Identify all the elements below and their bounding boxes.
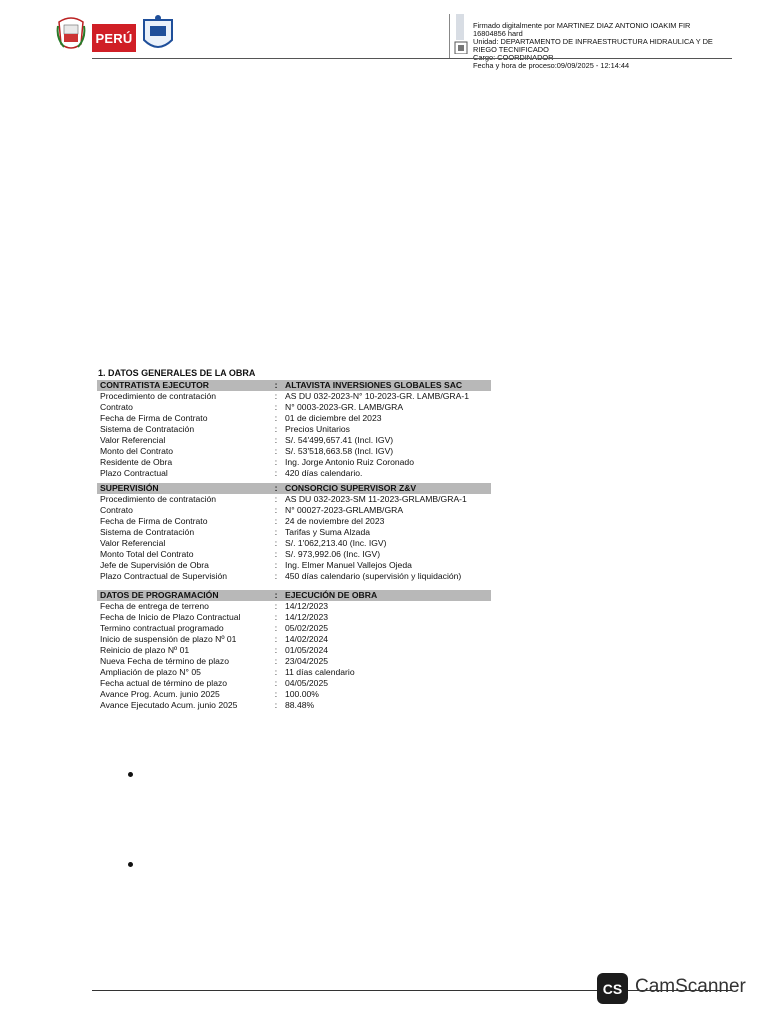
row-label: Nueva Fecha de término de plazo bbox=[100, 656, 229, 666]
table-row bbox=[97, 612, 491, 623]
table-row bbox=[97, 457, 491, 468]
separator: : bbox=[274, 527, 278, 537]
table-row bbox=[97, 667, 491, 678]
row-value: Tarifas y Suma Alzada bbox=[285, 527, 371, 537]
separator: : bbox=[274, 457, 278, 467]
separator: : bbox=[274, 468, 278, 478]
row-value: N° 0003-2023-GR. LAMB/GRA bbox=[285, 402, 404, 412]
separator: : bbox=[274, 634, 278, 644]
digital-signature-block bbox=[473, 22, 763, 71]
separator: : bbox=[274, 571, 278, 581]
row-label: Plazo Contractual bbox=[100, 468, 168, 478]
separator: : bbox=[270, 483, 282, 494]
header-value: ALTAVISTA INVERSIONES GLOBALES SAC bbox=[282, 380, 491, 391]
table-row bbox=[97, 656, 491, 667]
table-row bbox=[97, 634, 491, 645]
row-value: 24 de noviembre del 2023 bbox=[285, 516, 385, 526]
separator: : bbox=[274, 689, 278, 699]
row-label: Residente de Obra bbox=[100, 457, 173, 467]
row-value: S/. 54'499,657.41 (Incl. IGV) bbox=[285, 435, 394, 445]
row-value: AS DU 032-2023-N° 10-2023-GR. LAMB/GRA-1 bbox=[285, 391, 469, 401]
separator: : bbox=[274, 446, 278, 456]
table-row bbox=[97, 678, 491, 689]
row-label: Procedimiento de contratación bbox=[100, 494, 217, 504]
signature-line: 16804856 hard bbox=[473, 30, 523, 39]
bullet-point bbox=[128, 862, 133, 867]
separator: : bbox=[274, 413, 278, 423]
row-label: Sistema de Contratación bbox=[100, 424, 195, 434]
separator: : bbox=[274, 560, 278, 570]
separator: : bbox=[274, 601, 278, 611]
table-header-row bbox=[97, 483, 491, 494]
table-row bbox=[97, 413, 491, 424]
row-value: 14/12/2023 bbox=[285, 601, 329, 611]
table-row bbox=[97, 527, 491, 538]
table-row bbox=[97, 435, 491, 446]
peru-coat-of-arms-icon bbox=[56, 14, 86, 54]
row-value: 23/04/2025 bbox=[285, 656, 329, 666]
separator: : bbox=[274, 656, 278, 666]
row-value: Ing. Jorge Antonio Ruiz Coronado bbox=[285, 457, 414, 467]
signature-line: Unidad: DEPARTAMENTO DE INFRAESTRUCTURA HIDRAULICA Y DE bbox=[473, 38, 713, 47]
header-label: SUPERVISIÓN bbox=[97, 483, 270, 494]
row-label: Fecha de Inicio de Plazo Contractual bbox=[100, 612, 241, 622]
regional-government-logo-icon bbox=[140, 14, 176, 54]
separator: : bbox=[274, 700, 278, 710]
row-value: 88.48% bbox=[285, 700, 315, 710]
table-row bbox=[97, 538, 491, 549]
document-header bbox=[0, 0, 768, 71]
bullet-point bbox=[128, 772, 133, 777]
separator: : bbox=[270, 590, 282, 601]
row-label: Fecha actual de término de plazo bbox=[100, 678, 228, 688]
signature-line: Firmado digitalmente por MARTINEZ DIAZ ANTONIO IOAKIM FIR bbox=[473, 22, 691, 30]
header-label: CONTRATISTA EJECUTOR bbox=[97, 380, 270, 391]
table-row bbox=[97, 494, 491, 505]
row-label: Plazo Contractual de Supervisión bbox=[100, 571, 228, 581]
table-row bbox=[97, 549, 491, 560]
peru-logo: PERÚ bbox=[92, 24, 136, 52]
header-value: EJECUCIÓN DE OBRA bbox=[282, 590, 491, 601]
separator: : bbox=[274, 402, 278, 412]
row-label: Fecha de Firma de Contrato bbox=[100, 516, 208, 526]
table-row bbox=[97, 391, 491, 402]
row-value: 11 días calendario bbox=[285, 667, 355, 677]
table-row bbox=[97, 424, 491, 435]
table-row bbox=[97, 689, 491, 700]
row-label: Contrato bbox=[100, 505, 133, 515]
section-title: 1. DATOS GENERALES DE LA OBRA bbox=[98, 368, 256, 378]
row-label: Avance Ejecutado Acum. junio 2025 bbox=[100, 700, 238, 710]
header-divider bbox=[92, 58, 732, 59]
separator: : bbox=[274, 678, 278, 688]
table-header-row bbox=[97, 590, 491, 601]
separator: : bbox=[274, 494, 278, 504]
separator: : bbox=[274, 516, 278, 526]
contratista-table bbox=[97, 380, 491, 479]
signature-divider bbox=[449, 14, 450, 58]
row-value: 420 días calendario. bbox=[285, 468, 363, 478]
row-value: S/. 1'062,213.40 (Inc. IGV) bbox=[285, 538, 387, 548]
row-label: Valor Referencial bbox=[100, 435, 166, 445]
separator: : bbox=[274, 435, 278, 445]
separator: : bbox=[274, 505, 278, 515]
row-label: Termino contractual programado bbox=[100, 623, 224, 633]
row-label: Fecha de Firma de Contrato bbox=[100, 413, 208, 423]
row-value: S/. 53'518,663.58 (Incl. IGV) bbox=[285, 446, 394, 456]
row-label: Inicio de suspensión de plazo Nº 01 bbox=[100, 634, 237, 644]
table-row bbox=[97, 571, 491, 582]
separator: : bbox=[270, 380, 282, 391]
separator: : bbox=[274, 549, 278, 559]
header-label: DATOS DE PROGRAMACIÓN bbox=[97, 590, 270, 601]
camscanner-logo-icon: CS bbox=[597, 973, 628, 1004]
row-label: Sistema de Contratación bbox=[100, 527, 195, 537]
row-label: Contrato bbox=[100, 402, 133, 412]
row-value: 14/02/2024 bbox=[285, 634, 329, 644]
table-row bbox=[97, 700, 491, 711]
digital-signature-seal-icon bbox=[454, 14, 468, 54]
programacion-table bbox=[97, 590, 491, 711]
row-label: Jefe de Supervisión de Obra bbox=[100, 560, 209, 570]
row-label: Monto del Contrato bbox=[100, 446, 174, 456]
table-row bbox=[97, 516, 491, 527]
row-label: Valor Referencial bbox=[100, 538, 166, 548]
header-value: CONSORCIO SUPERVISOR Z&V bbox=[282, 483, 491, 494]
row-value: 05/02/2025 bbox=[285, 623, 329, 633]
supervision-table bbox=[97, 483, 491, 582]
table-row bbox=[97, 505, 491, 516]
row-value: 01/05/2024 bbox=[285, 645, 329, 655]
table-row bbox=[97, 601, 491, 612]
row-value: N° 00027-2023-GRLAMB/GRA bbox=[285, 505, 404, 515]
table-row bbox=[97, 402, 491, 413]
row-value: S/. 973,992.06 (Inc. IGV) bbox=[285, 549, 381, 559]
separator: : bbox=[274, 424, 278, 434]
row-value: AS DU 032-2023-SM 11-2023-GRLAMB/GRA-1 bbox=[285, 494, 467, 504]
separator: : bbox=[274, 612, 278, 622]
row-label: Procedimiento de contratación bbox=[100, 391, 217, 401]
separator: : bbox=[274, 667, 278, 677]
signature-line: Fecha y hora de proceso:09/09/2025 - 12:14:44 bbox=[473, 62, 630, 71]
table-row bbox=[97, 560, 491, 571]
row-value: 01 de diciembre del 2023 bbox=[285, 413, 382, 423]
row-label: Avance Prog. Acum. junio 2025 bbox=[100, 689, 220, 699]
table-header-row bbox=[97, 380, 491, 391]
separator: : bbox=[274, 645, 278, 655]
row-value: 450 días calendario (supervisión y liquidación) bbox=[285, 571, 462, 581]
separator: : bbox=[274, 538, 278, 548]
table-row bbox=[97, 645, 491, 656]
table-row bbox=[97, 446, 491, 457]
row-value: 04/05/2025 bbox=[285, 678, 329, 688]
camscanner-watermark: CamScanner bbox=[635, 976, 746, 997]
row-label: Monto Total del Contrato bbox=[100, 549, 194, 559]
row-value: 100.00% bbox=[285, 689, 319, 699]
table-row bbox=[97, 468, 491, 479]
row-value: Ing. Elmer Manuel Vallejos Ojeda bbox=[285, 560, 412, 570]
row-label: Fecha de entrega de terreno bbox=[100, 601, 209, 611]
row-label: Ampliación de plazo N° 05 bbox=[100, 667, 201, 677]
separator: : bbox=[274, 623, 278, 633]
table-row bbox=[97, 623, 491, 634]
row-label: Reinicio de plazo Nº 01 bbox=[100, 645, 190, 655]
row-value: 14/12/2023 bbox=[285, 612, 329, 622]
signature-line: RIEGO TECNIFICADO bbox=[473, 46, 549, 55]
row-value: Precios Unitarios bbox=[285, 424, 350, 434]
separator: : bbox=[274, 391, 278, 401]
